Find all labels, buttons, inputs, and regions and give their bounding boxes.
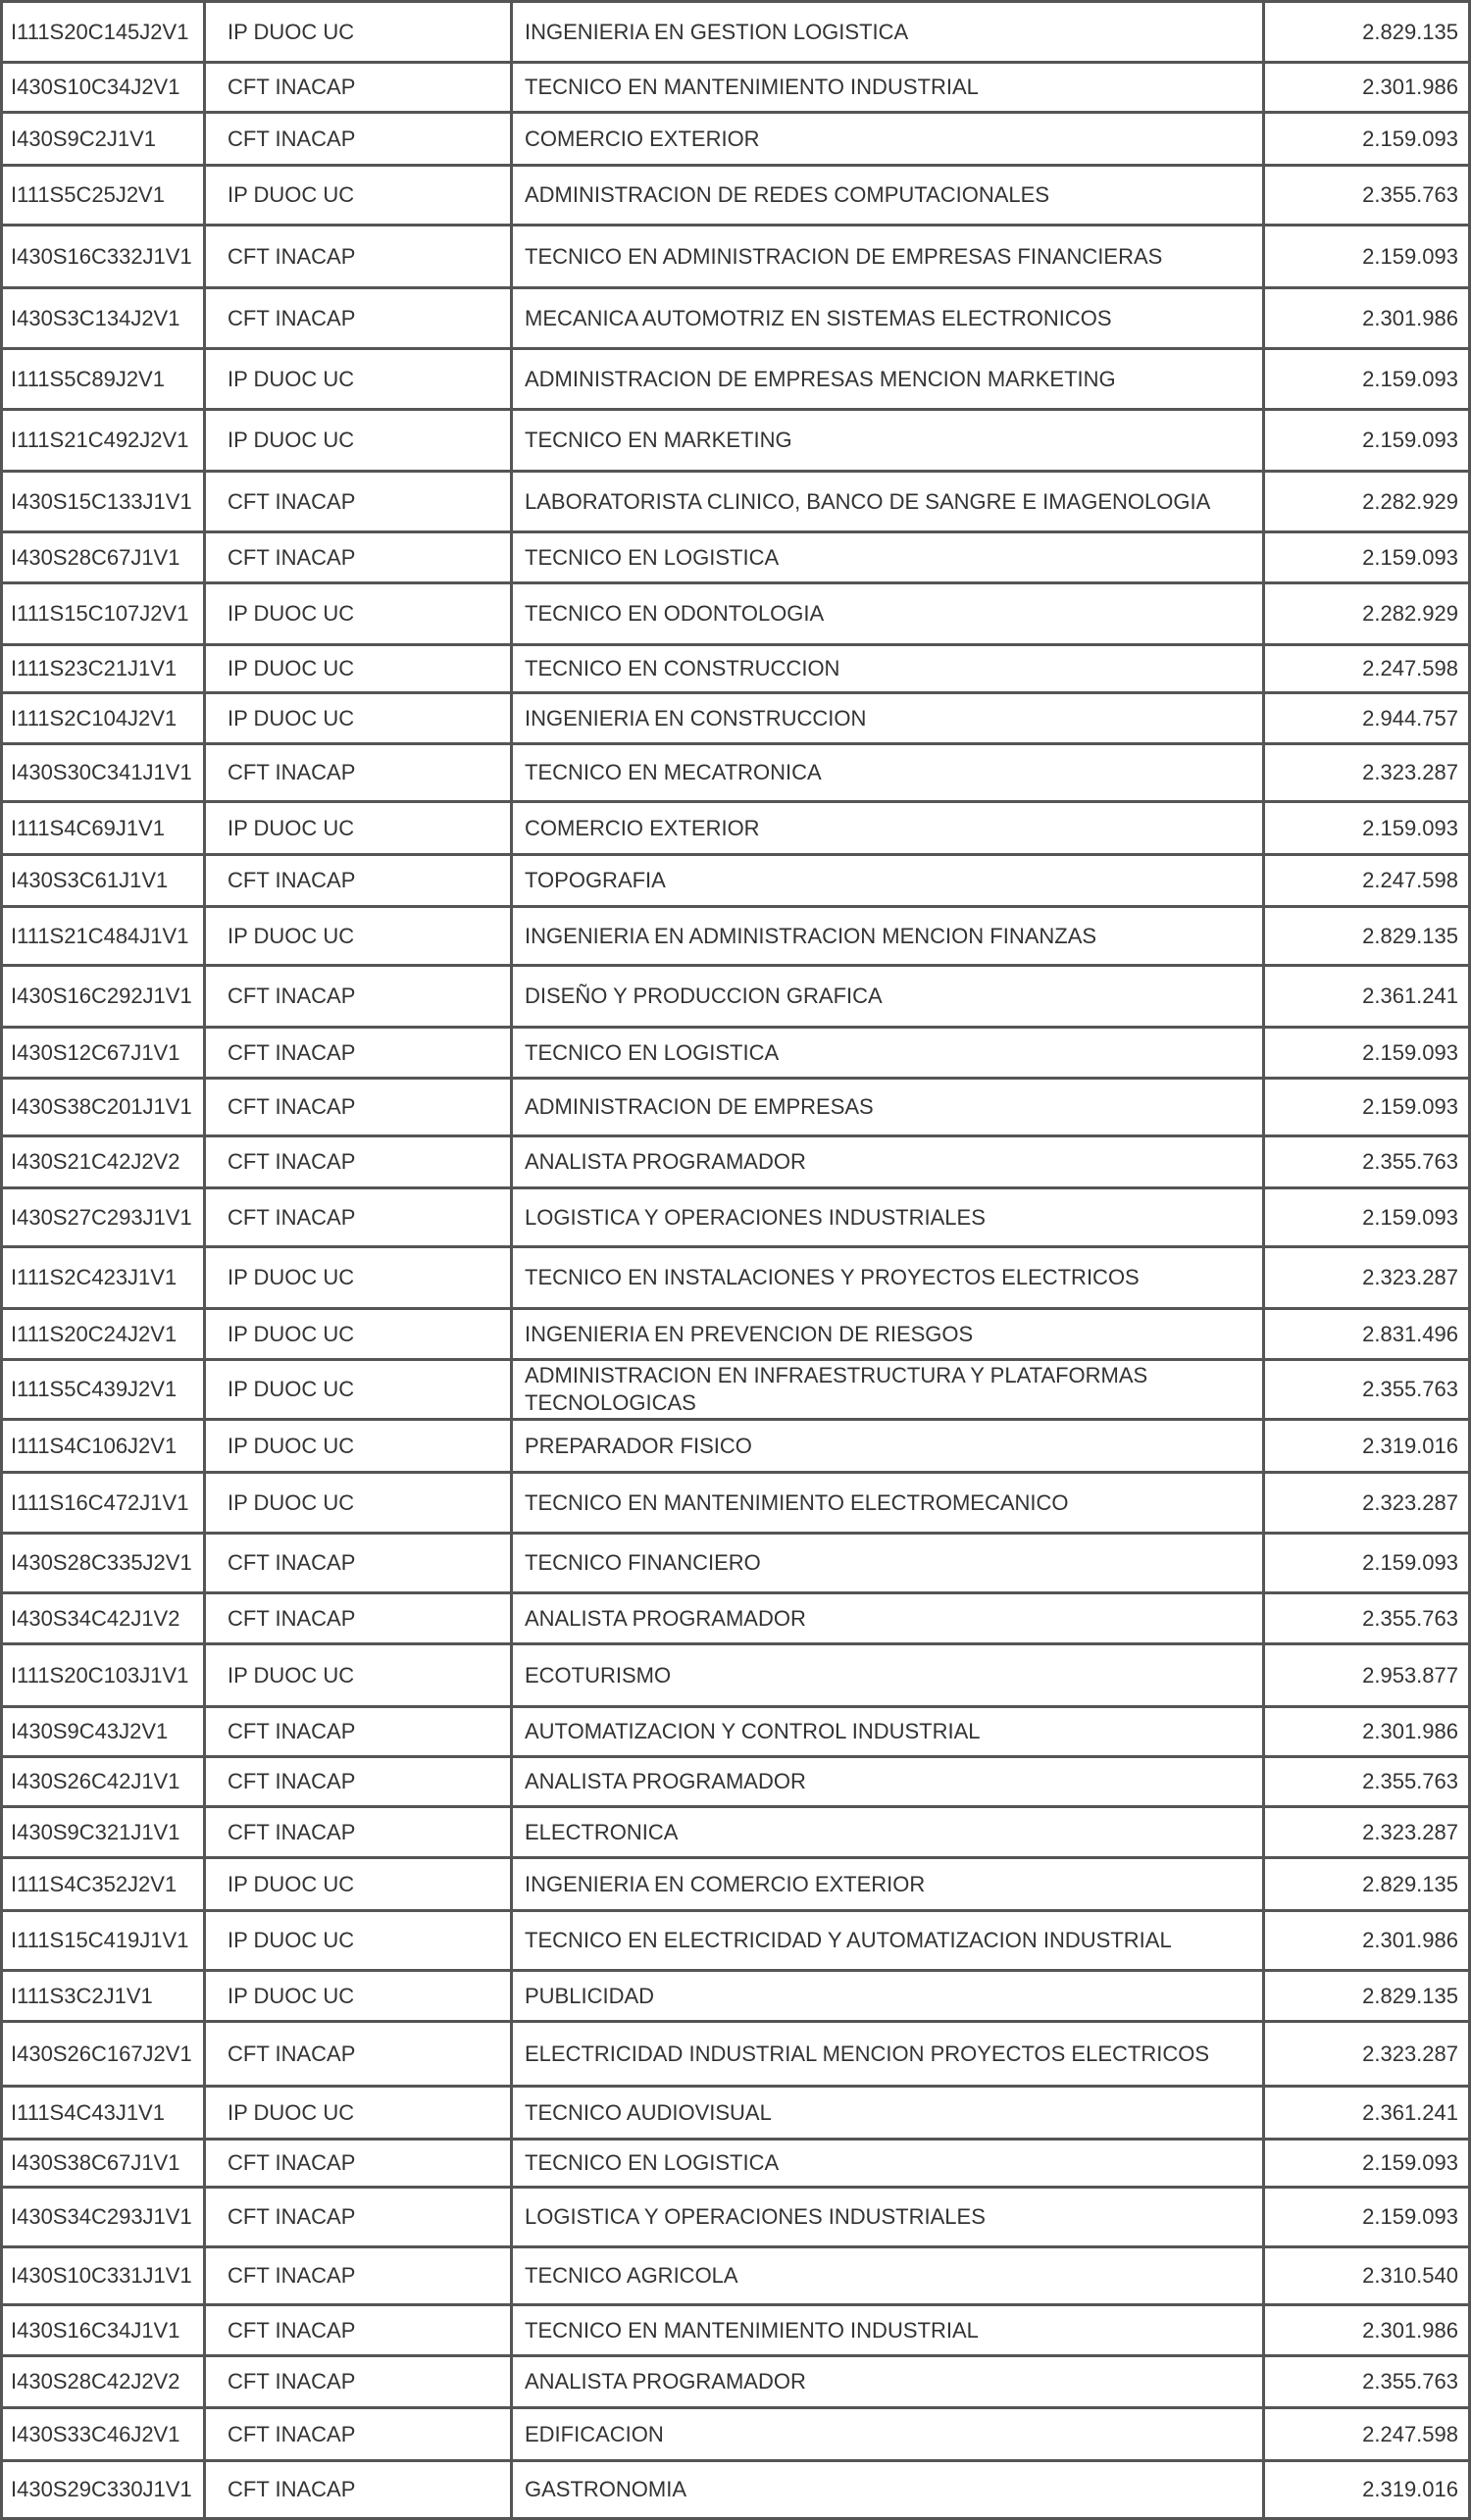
institution-cell: CFT INACAP — [205, 2356, 512, 2408]
institution-cell: CFT INACAP — [205, 2461, 512, 2519]
institution-cell: IP DUOC UC — [205, 1360, 512, 1420]
table-row — [2, 2461, 1470, 2519]
table-row — [2, 1911, 1470, 1971]
institution-cell: IP DUOC UC — [205, 166, 512, 226]
amount-cell: 2.159.093 — [1264, 802, 1470, 855]
program-cell: ELECTRONICA — [512, 1807, 1264, 1858]
amount-cell: 2.282.929 — [1264, 472, 1470, 532]
code-cell: I111S20C24J2V1 — [2, 1309, 205, 1360]
institution-cell: IP DUOC UC — [205, 1911, 512, 1971]
program-cell: TECNICO EN CONSTRUCCION — [512, 645, 1264, 693]
code-cell: I111S3C2J1V1 — [2, 1971, 205, 2022]
code-cell: I430S28C42J2V2 — [2, 2356, 205, 2408]
institution-cell: CFT INACAP — [205, 1593, 512, 1644]
amount-cell: 2.323.287 — [1264, 1473, 1470, 1534]
amount-cell: 2.159.093 — [1264, 2140, 1470, 2188]
program-cell: TOPOGRAFIA — [512, 855, 1264, 907]
program-cell: TECNICO EN MANTENIMIENTO INDUSTRIAL — [512, 63, 1264, 113]
table-row — [2, 1136, 1470, 1188]
program-cell: COMERCIO EXTERIOR — [512, 113, 1264, 166]
code-cell: I430S9C43J2V1 — [2, 1707, 205, 1757]
table-row — [2, 288, 1470, 349]
program-cell: AUTOMATIZACION Y CONTROL INDUSTRIAL — [512, 1707, 1264, 1757]
program-cell: PUBLICIDAD — [512, 1971, 1264, 2022]
amount-cell: 2.953.877 — [1264, 1644, 1470, 1707]
institution-cell: CFT INACAP — [205, 63, 512, 113]
institution-cell: CFT INACAP — [205, 1028, 512, 1079]
institution-cell: IP DUOC UC — [205, 583, 512, 645]
amount-cell: 2.355.763 — [1264, 1360, 1470, 1420]
institution-cell: CFT INACAP — [205, 2022, 512, 2087]
amount-cell: 2.301.986 — [1264, 1707, 1470, 1757]
program-cell: TECNICO AUDIOVISUAL — [512, 2087, 1264, 2140]
code-cell: I111S23C21J1V1 — [2, 645, 205, 693]
table-row — [2, 166, 1470, 226]
code-cell: I111S16C472J1V1 — [2, 1473, 205, 1534]
code-cell: I430S30C341J1V1 — [2, 744, 205, 802]
code-cell: I430S28C67J1V1 — [2, 532, 205, 583]
code-cell: I430S28C335J2V1 — [2, 1534, 205, 1593]
program-cell: LABORATORISTA CLINICO, BANCO DE SANGRE E IMAGENOLOGIA — [512, 472, 1264, 532]
code-cell: I111S21C484J1V1 — [2, 907, 205, 966]
code-cell: I430S34C42J1V2 — [2, 1593, 205, 1644]
institution-cell: IP DUOC UC — [205, 2087, 512, 2140]
amount-cell: 2.319.016 — [1264, 1420, 1470, 1473]
code-cell: I111S4C69J1V1 — [2, 802, 205, 855]
institution-cell: IP DUOC UC — [205, 349, 512, 410]
institution-cell: IP DUOC UC — [205, 1309, 512, 1360]
table-row — [2, 1757, 1470, 1807]
table-body — [2, 2, 1470, 2519]
program-cell: TECNICO FINANCIERO — [512, 1534, 1264, 1593]
amount-cell: 2.829.135 — [1264, 1858, 1470, 1911]
program-cell: GASTRONOMIA — [512, 2461, 1264, 2519]
code-cell: I111S4C106J2V1 — [2, 1420, 205, 1473]
table-row — [2, 1534, 1470, 1593]
amount-cell: 2.355.763 — [1264, 166, 1470, 226]
amount-cell: 2.159.093 — [1264, 410, 1470, 472]
amount-cell: 2.282.929 — [1264, 583, 1470, 645]
amount-cell: 2.301.986 — [1264, 63, 1470, 113]
amount-cell: 2.310.540 — [1264, 2247, 1470, 2305]
table-row — [2, 1644, 1470, 1707]
table-row — [2, 1707, 1470, 1757]
code-cell: I430S16C292J1V1 — [2, 966, 205, 1028]
table-row — [2, 2408, 1470, 2461]
amount-cell: 2.323.287 — [1264, 744, 1470, 802]
code-cell: I430S3C134J2V1 — [2, 288, 205, 349]
code-cell: I430S29C330J1V1 — [2, 2461, 205, 2519]
institution-cell: CFT INACAP — [205, 1534, 512, 1593]
program-cell: INGENIERIA EN COMERCIO EXTERIOR — [512, 1858, 1264, 1911]
institution-cell: CFT INACAP — [205, 113, 512, 166]
table-row — [2, 744, 1470, 802]
table-row — [2, 1360, 1470, 1420]
table-row — [2, 2305, 1470, 2356]
table-row — [2, 1188, 1470, 1247]
amount-cell: 2.159.093 — [1264, 349, 1470, 410]
code-cell: I430S34C293J1V1 — [2, 2188, 205, 2247]
amount-cell: 2.355.763 — [1264, 2356, 1470, 2408]
code-cell: I111S4C43J1V1 — [2, 2087, 205, 2140]
program-cell: TECNICO EN INSTALACIONES Y PROYECTOS ELECTRICOS — [512, 1247, 1264, 1309]
program-cell: ECOTURISMO — [512, 1644, 1264, 1707]
amount-cell: 2.829.135 — [1264, 907, 1470, 966]
institution-cell: IP DUOC UC — [205, 1858, 512, 1911]
program-cell: ANALISTA PROGRAMADOR — [512, 1136, 1264, 1188]
code-cell: I430S38C201J1V1 — [2, 1079, 205, 1136]
table-row — [2, 532, 1470, 583]
program-cell: ANALISTA PROGRAMADOR — [512, 2356, 1264, 2408]
program-cell: TECNICO EN ADMINISTRACION DE EMPRESAS FINANCIERAS — [512, 226, 1264, 288]
program-cell: TECNICO EN LOGISTICA — [512, 532, 1264, 583]
institution-cell: CFT INACAP — [205, 1807, 512, 1858]
program-cell: TECNICO EN LOGISTICA — [512, 2140, 1264, 2188]
institution-cell: CFT INACAP — [205, 1707, 512, 1757]
table-row — [2, 113, 1470, 166]
code-cell: I111S5C439J2V1 — [2, 1360, 205, 1420]
code-cell: I430S27C293J1V1 — [2, 1188, 205, 1247]
table-row — [2, 1309, 1470, 1360]
table-row — [2, 410, 1470, 472]
table-row — [2, 1028, 1470, 1079]
amount-cell: 2.355.763 — [1264, 1757, 1470, 1807]
program-cell: INGENIERIA EN CONSTRUCCION — [512, 693, 1264, 744]
table-row — [2, 2188, 1470, 2247]
program-cell: TECNICO EN ODONTOLOGIA — [512, 583, 1264, 645]
amount-cell: 2.159.093 — [1264, 1188, 1470, 1247]
table-row — [2, 472, 1470, 532]
code-cell: I430S9C2J1V1 — [2, 113, 205, 166]
institution-cell: CFT INACAP — [205, 2247, 512, 2305]
table-row — [2, 226, 1470, 288]
amount-cell: 2.301.986 — [1264, 288, 1470, 349]
amount-cell: 2.831.496 — [1264, 1309, 1470, 1360]
amount-cell: 2.159.093 — [1264, 1534, 1470, 1593]
code-cell: I111S15C107J2V1 — [2, 583, 205, 645]
institution-cell: IP DUOC UC — [205, 802, 512, 855]
table-row — [2, 349, 1470, 410]
institution-cell: IP DUOC UC — [205, 1644, 512, 1707]
code-cell: I111S2C423J1V1 — [2, 1247, 205, 1309]
amount-cell: 2.247.598 — [1264, 645, 1470, 693]
table-row — [2, 1593, 1470, 1644]
code-cell: I111S2C104J2V1 — [2, 693, 205, 744]
amount-cell: 2.159.093 — [1264, 226, 1470, 288]
amount-cell: 2.159.093 — [1264, 113, 1470, 166]
code-cell: I111S21C492J2V1 — [2, 410, 205, 472]
amount-cell: 2.301.986 — [1264, 1911, 1470, 1971]
amount-cell: 2.944.757 — [1264, 693, 1470, 744]
code-cell: I111S15C419J1V1 — [2, 1911, 205, 1971]
program-cell: TECNICO EN MANTENIMIENTO ELECTROMECANICO — [512, 1473, 1264, 1534]
institution-cell: CFT INACAP — [205, 855, 512, 907]
program-cell: TECNICO EN MECATRONICA — [512, 744, 1264, 802]
program-cell: DISEÑO Y PRODUCCION GRAFICA — [512, 966, 1264, 1028]
code-cell: I430S26C42J1V1 — [2, 1757, 205, 1807]
table-row — [2, 1858, 1470, 1911]
institution-cell: CFT INACAP — [205, 1079, 512, 1136]
amount-cell: 2.159.093 — [1264, 1079, 1470, 1136]
table-row — [2, 1420, 1470, 1473]
table-row — [2, 693, 1470, 744]
amount-cell: 2.247.598 — [1264, 855, 1470, 907]
code-cell: I111S5C25J2V1 — [2, 166, 205, 226]
institution-cell: CFT INACAP — [205, 532, 512, 583]
program-cell: ANALISTA PROGRAMADOR — [512, 1757, 1264, 1807]
institution-cell: IP DUOC UC — [205, 907, 512, 966]
institution-cell: CFT INACAP — [205, 472, 512, 532]
program-cell: TECNICO EN ELECTRICIDAD Y AUTOMATIZACION INDUSTRIAL — [512, 1911, 1264, 1971]
institution-cell: CFT INACAP — [205, 1136, 512, 1188]
amount-cell: 2.355.763 — [1264, 1593, 1470, 1644]
table-row — [2, 2087, 1470, 2140]
table-row — [2, 645, 1470, 693]
table-row — [2, 802, 1470, 855]
program-cell: INGENIERIA EN PREVENCION DE RIESGOS — [512, 1309, 1264, 1360]
table-row — [2, 2356, 1470, 2408]
program-cell: ADMINISTRACION DE REDES COMPUTACIONALES — [512, 166, 1264, 226]
program-cell: EDIFICACION — [512, 2408, 1264, 2461]
institution-cell: IP DUOC UC — [205, 1473, 512, 1534]
program-cell: LOGISTICA Y OPERACIONES INDUSTRIALES — [512, 2188, 1264, 2247]
program-cell: LOGISTICA Y OPERACIONES INDUSTRIALES — [512, 1188, 1264, 1247]
amount-cell: 2.323.287 — [1264, 1247, 1470, 1309]
institution-cell: IP DUOC UC — [205, 645, 512, 693]
institution-cell: CFT INACAP — [205, 2408, 512, 2461]
institution-cell: IP DUOC UC — [205, 410, 512, 472]
institution-cell: CFT INACAP — [205, 288, 512, 349]
code-cell: I430S33C46J2V1 — [2, 2408, 205, 2461]
amount-cell: 2.355.763 — [1264, 1136, 1470, 1188]
code-cell: I430S16C332J1V1 — [2, 226, 205, 288]
institution-cell: IP DUOC UC — [205, 1247, 512, 1309]
table-row — [2, 907, 1470, 966]
amount-cell: 2.159.093 — [1264, 2188, 1470, 2247]
program-cell: TECNICO EN LOGISTICA — [512, 1028, 1264, 1079]
institution-cell: CFT INACAP — [205, 2305, 512, 2356]
code-cell: I430S15C133J1V1 — [2, 472, 205, 532]
institution-cell: CFT INACAP — [205, 2188, 512, 2247]
program-cell: INGENIERIA EN GESTION LOGISTICA — [512, 2, 1264, 63]
code-cell: I111S4C352J2V1 — [2, 1858, 205, 1911]
program-cell: ANALISTA PROGRAMADOR — [512, 1593, 1264, 1644]
program-cell: COMERCIO EXTERIOR — [512, 802, 1264, 855]
amount-cell: 2.159.093 — [1264, 1028, 1470, 1079]
code-cell: I430S16C34J1V1 — [2, 2305, 205, 2356]
program-cell: TECNICO EN MANTENIMIENTO INDUSTRIAL — [512, 2305, 1264, 2356]
institution-cell: CFT INACAP — [205, 1188, 512, 1247]
table-row — [2, 2140, 1470, 2188]
amount-cell: 2.323.287 — [1264, 1807, 1470, 1858]
code-cell: I111S20C103J1V1 — [2, 1644, 205, 1707]
table-row — [2, 1971, 1470, 2022]
code-cell: I430S9C321J1V1 — [2, 1807, 205, 1858]
institution-cell: CFT INACAP — [205, 1757, 512, 1807]
amount-cell: 2.829.135 — [1264, 1971, 1470, 2022]
amount-cell: 2.159.093 — [1264, 532, 1470, 583]
code-cell: I430S12C67J1V1 — [2, 1028, 205, 1079]
code-cell: I430S10C331J1V1 — [2, 2247, 205, 2305]
program-cell: TECNICO AGRICOLA — [512, 2247, 1264, 2305]
code-cell: I430S3C61J1V1 — [2, 855, 205, 907]
table-row — [2, 1079, 1470, 1136]
program-cell: INGENIERIA EN ADMINISTRACION MENCION FINANZAS — [512, 907, 1264, 966]
institution-cell: CFT INACAP — [205, 226, 512, 288]
table-row — [2, 1247, 1470, 1309]
table-row — [2, 855, 1470, 907]
program-cell: ADMINISTRACION EN INFRAESTRUCTURA Y PLATAFORMAS TECNOLOGICAS — [512, 1360, 1264, 1420]
institution-cell: CFT INACAP — [205, 744, 512, 802]
amount-cell: 2.361.241 — [1264, 966, 1470, 1028]
amount-cell: 2.301.986 — [1264, 2305, 1470, 2356]
institution-cell: CFT INACAP — [205, 2140, 512, 2188]
program-cell: MECANICA AUTOMOTRIZ EN SISTEMAS ELECTRONICOS — [512, 288, 1264, 349]
amount-cell: 2.323.287 — [1264, 2022, 1470, 2087]
table-row — [2, 63, 1470, 113]
program-cell: TECNICO EN MARKETING — [512, 410, 1264, 472]
program-cell: ELECTRICIDAD INDUSTRIAL MENCION PROYECTOS ELECTRICOS — [512, 2022, 1264, 2087]
amount-cell: 2.247.598 — [1264, 2408, 1470, 2461]
code-cell: I430S21C42J2V2 — [2, 1136, 205, 1188]
institution-cell: IP DUOC UC — [205, 1420, 512, 1473]
table-row — [2, 966, 1470, 1028]
table-row — [2, 583, 1470, 645]
table-row — [2, 2247, 1470, 2305]
table-row — [2, 2, 1470, 63]
institution-cell: CFT INACAP — [205, 966, 512, 1028]
program-cell: ADMINISTRACION DE EMPRESAS — [512, 1079, 1264, 1136]
code-cell: I430S38C67J1V1 — [2, 2140, 205, 2188]
code-cell: I430S10C34J2V1 — [2, 63, 205, 113]
institution-cell: IP DUOC UC — [205, 1971, 512, 2022]
amount-cell: 2.319.016 — [1264, 2461, 1470, 2519]
table-row — [2, 1807, 1470, 1858]
program-cell: PREPARADOR FISICO — [512, 1420, 1264, 1473]
code-cell: I111S20C145J2V1 — [2, 2, 205, 63]
institution-cell: IP DUOC UC — [205, 693, 512, 744]
code-cell: I111S5C89J2V1 — [2, 349, 205, 410]
code-cell: I430S26C167J2V1 — [2, 2022, 205, 2087]
table-row — [2, 2022, 1470, 2087]
amount-cell: 2.829.135 — [1264, 2, 1470, 63]
table-row — [2, 1473, 1470, 1534]
program-cell: ADMINISTRACION DE EMPRESAS MENCION MARKETING — [512, 349, 1264, 410]
institution-cell: IP DUOC UC — [205, 2, 512, 63]
amount-cell: 2.361.241 — [1264, 2087, 1470, 2140]
